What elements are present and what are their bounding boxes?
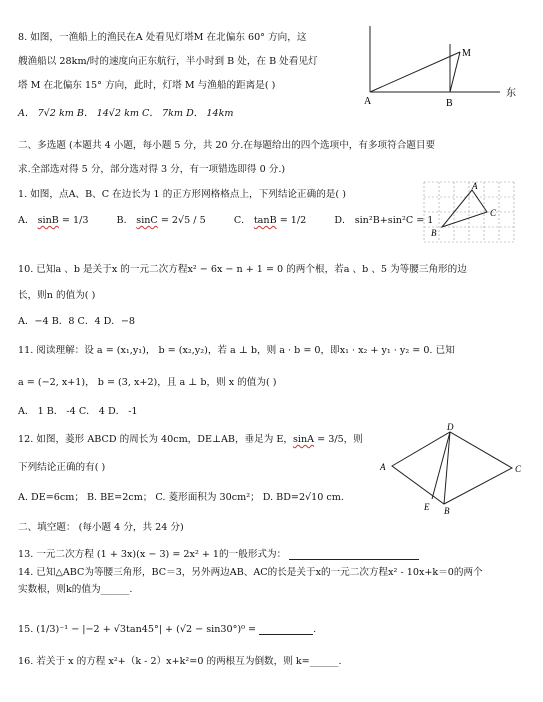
q1-opt-c-value: = 1/2 — [279, 215, 307, 226]
q14-line2: 实数根，则k的值为______. — [18, 584, 133, 595]
q1-fig-label-c: C — [490, 208, 497, 218]
q12-fig-label-e: E — [424, 502, 430, 512]
q12-fig-label-d: D — [447, 422, 454, 432]
q12-sina-term: sinA — [292, 434, 315, 445]
section2-line1: 二、多选题 (本题共 4 小题，每小题 5 分，共 20 分.在每题给出的四个选项中，有多项符合题目要 — [18, 140, 436, 151]
q1-opt-c-term: tanB — [253, 215, 277, 226]
q8-line2: 艘渔船以 28km/时的速度向正东航行，半小时到 B 处，在 B 处看见灯 — [18, 56, 318, 67]
q1-fig-label-b: B — [431, 228, 437, 238]
q1-opt-d: D． sin²B+sin²C = 1 — [334, 215, 434, 226]
q13-answer-blank[interactable] — [289, 559, 419, 560]
q1-opt-b-value: = 2√5 / 5 — [160, 215, 206, 226]
q1-fig-label-a: A — [472, 181, 478, 191]
q8-fig-label-b: B — [446, 98, 453, 109]
q12-rhombus-figure — [376, 422, 526, 514]
section3-heading: 二、填空题： (每小题 4 分，共 24 分) — [18, 522, 184, 533]
q8-fig-label-east: 东 — [506, 88, 516, 99]
q16-line: 16. 若关于 x 的方程 x²+（k - 2）x+k²=0 的两根互为倒数，则 k=______. — [18, 656, 342, 667]
q12-line2: 下列结论正确的有( ) — [18, 462, 106, 473]
q1-opt-c-prefix: C． — [233, 215, 251, 226]
q12-fig-label-b: B — [444, 506, 450, 514]
q8-figure — [360, 26, 530, 116]
q1-options — [18, 215, 433, 226]
q8-line3: 塔 M 在北偏东 15° 方向，此时，灯塔 M 与渔船的距离是( ) — [18, 80, 276, 91]
q13-line — [18, 549, 419, 560]
q12-options: A. DE=6cm； B. BE=2cm； C. 菱形面积为 30cm²； D. BD=2√10 cm. — [18, 492, 344, 503]
q11-line1: 11. 阅读理解：设 a = (x₁,y₁)， b = (x₂,y₂)，若 a ⊥ b，则 a · b = 0，即x₁ · x₂ + y₁ · y₂ = 0. 已知 — [18, 345, 455, 356]
q1-opt-a-value: = 1/3 — [61, 215, 89, 226]
q11-options: A． 1 B． -4 C． 4 D． -1 — [18, 406, 138, 417]
q15-line: 15. (1/3)⁻¹ − |−2 + √3tan45°| + (√2 − sin30°)⁰ = . — [18, 624, 317, 635]
q1-opt-b-prefix: B． — [116, 215, 134, 226]
q8-line1: 8. 如图，一渔船上的渔民在A 处看见灯塔M 在北偏东 60° 方向，这 — [18, 32, 307, 43]
q13-text: 13. 一元二次方程 (1 + 3x)(x − 3) = 2x² + 1的一般形式为： — [18, 549, 287, 560]
q11-line2: a = (−2, x+1)， b = (3, x+2)，且 a ⊥ b，则 x 的值为( ) — [18, 377, 277, 388]
q14-line1: 14. 已知△ABC为等腰三角形，BC＝3，另外两边AB、AC的长是关于x的一元二次方程x² - 10x+k＝0的两个 — [18, 567, 483, 578]
q1-grid-figure — [420, 178, 520, 246]
q1-stem: 1. 如图，点A、B、C 在边长为 1 的正方形网格格点上，下列结论正确的是( ) — [18, 189, 346, 200]
q15-text: 15. (1/3)⁻¹ − |−2 + √3tan45°| + (√2 − sin30°)⁰ = — [18, 624, 257, 635]
q1-opt-a-prefix: A． — [18, 215, 35, 226]
q8-fig-label-m: M — [462, 48, 471, 59]
section2-line2: 求.全部选对得 5 分，部分选对得 3 分，有一项错选即得 0 分.) — [18, 164, 286, 175]
q10-line2: 长，则n 的值为( ) — [18, 290, 96, 301]
q1-opt-b-term: sinC — [136, 215, 158, 226]
q12-fig-label-a: A — [380, 462, 386, 472]
q8-fig-label-a: A — [364, 96, 372, 107]
q10-options: A．−4 B．8 C．4 D．−8 — [18, 316, 136, 327]
q12-line1-end: = 3/5，则 — [314, 434, 363, 445]
q1-opt-a-term: sinB — [37, 215, 59, 226]
q12-fig-label-c: C — [515, 464, 522, 474]
q8-options: A． 7√2 km B． 14√2 km C． 7km D． 14km — [18, 108, 234, 119]
q15-answer-blank[interactable] — [259, 634, 313, 635]
q12-line1 — [18, 434, 363, 445]
q10-line1: 10. 已知a 、b 是关于x 的一元二次方程x² − 6x − n + 1 = 0 的两个根，若a 、b 、5 为等腰三角形的边 — [18, 264, 467, 275]
q12-line1-start: 12. 如图，菱形 ABCD 的周长为 40cm，DE⊥AB，垂足为 E， — [18, 434, 293, 445]
